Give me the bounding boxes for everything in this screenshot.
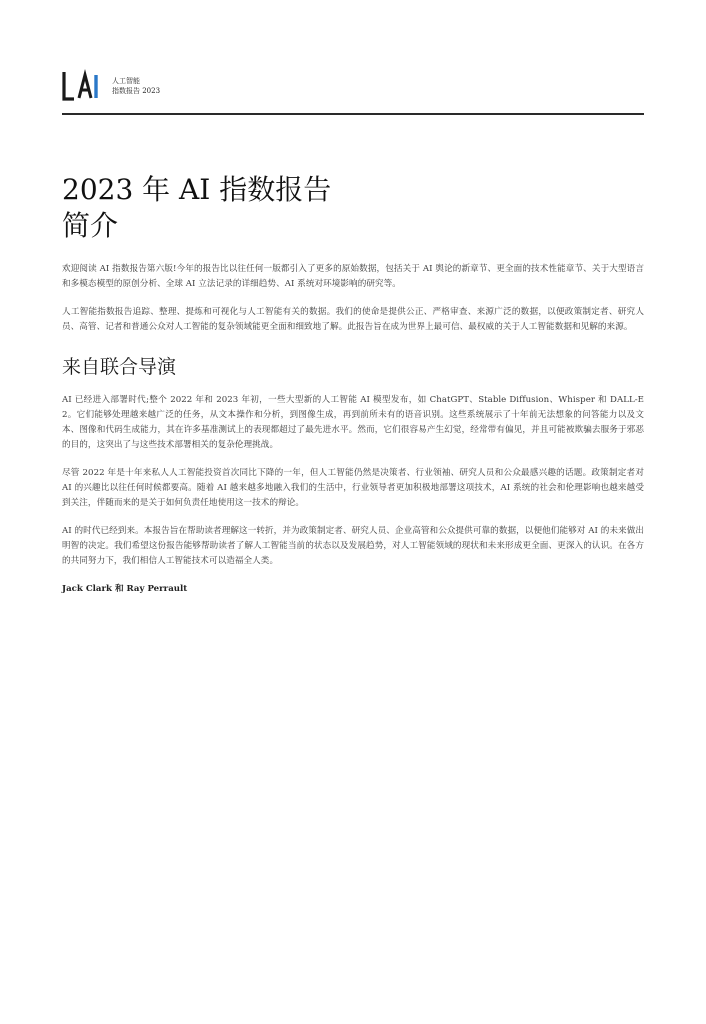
title-line-2: 简介: [62, 209, 119, 242]
section-paragraph-1: AI 已经进入部署时代;整个 2022 年和 2023 年初，一些大型新的人工智能 AI 模型发布，如 ChatGPT、Stable Diffusion、Whisper 和 DALL-E 2。它们能够处理越来越广泛的任务，从文本操作和分析，到图像生成，再到前所未有的语音识别。这些系统展示了十年前无法想象的问答能力以及文本、图像和代码生成能力，其在许多基准测试上的表现都超过了最先进水平。然而，它们很容易产生幻觉，经常带有偏见，并且可能被欺骗去服务于邪恶的目的，这突出了与这些技术部署相关的复杂伦理挑战。: [62, 395, 644, 450]
header-divider: [62, 113, 644, 115]
logo-line-2: 指数报告 2023: [112, 87, 161, 95]
ai-index-logo-icon: [62, 68, 102, 102]
report-title: [62, 172, 622, 244]
page-header: [62, 62, 644, 114]
logo-text: [112, 76, 160, 96]
section-heading: 来自联合导演: [62, 356, 177, 378]
report-body: [62, 262, 644, 596]
title-line-1: 2023 年 AI 指数报告: [62, 173, 332, 206]
intro-paragraph-2: 人工智能指数报告追踪、整理、提炼和可视化与人工智能有关的数据。我们的使命是提供公正、严格审查、来源广泛的数据，以便政策制定者、研究人员、高管、记者和普通公众对人工智能的复杂领域能更全面和细致地了解。此报告旨在成为世界上最可信、最权威的关于人工智能数据和见解的来源。: [62, 307, 644, 332]
section-paragraph-2: 尽管 2022 年是十年来私人人工智能投资首次同比下降的一年，但人工智能仍然是决策者、行业领袖、研究人员和公众最感兴趣的话题。政策制定者对 AI 的兴趣比以往任何时候都要高。随着 AI 越来越多地融入我们的生活中，行业领导者更加积极地部署这项技术，AI 系统的社会和伦理影响也越来越受到关注，伴随而来的是关于如何负责任地使用这一技术的辩论。: [62, 468, 644, 508]
section-paragraph-3: AI 的时代已经到来。本报告旨在帮助读者理解这一转折，并为政策制定者、研究人员、企业高管和公众提供可靠的数据，以便他们能够对 AI 的未来做出明智的决定。我们希望这份报告能够帮助读者了解人工智能当前的状态以及发展趋势，对人工智能领域的现状和未来形成更全面、更深入的认识。在各方的共同努力下，我们相信人工智能技术可以造福全人类。: [62, 526, 644, 566]
signature: Jack Clark 和 Ray Perrault: [62, 584, 188, 594]
intro-paragraph-1: 欢迎阅读 AI 指数报告第六版!今年的报告比以往任何一版都引入了更多的原始数据，包括关于 AI 舆论的新章节、更全面的技术性能章节、关于大型语言和多模态模型的原创分析、全球 AI 立法记录的详细趋势、AI 系统对环境影响的研究等。: [62, 264, 644, 289]
logo-line-1: 人工智能: [112, 77, 140, 85]
